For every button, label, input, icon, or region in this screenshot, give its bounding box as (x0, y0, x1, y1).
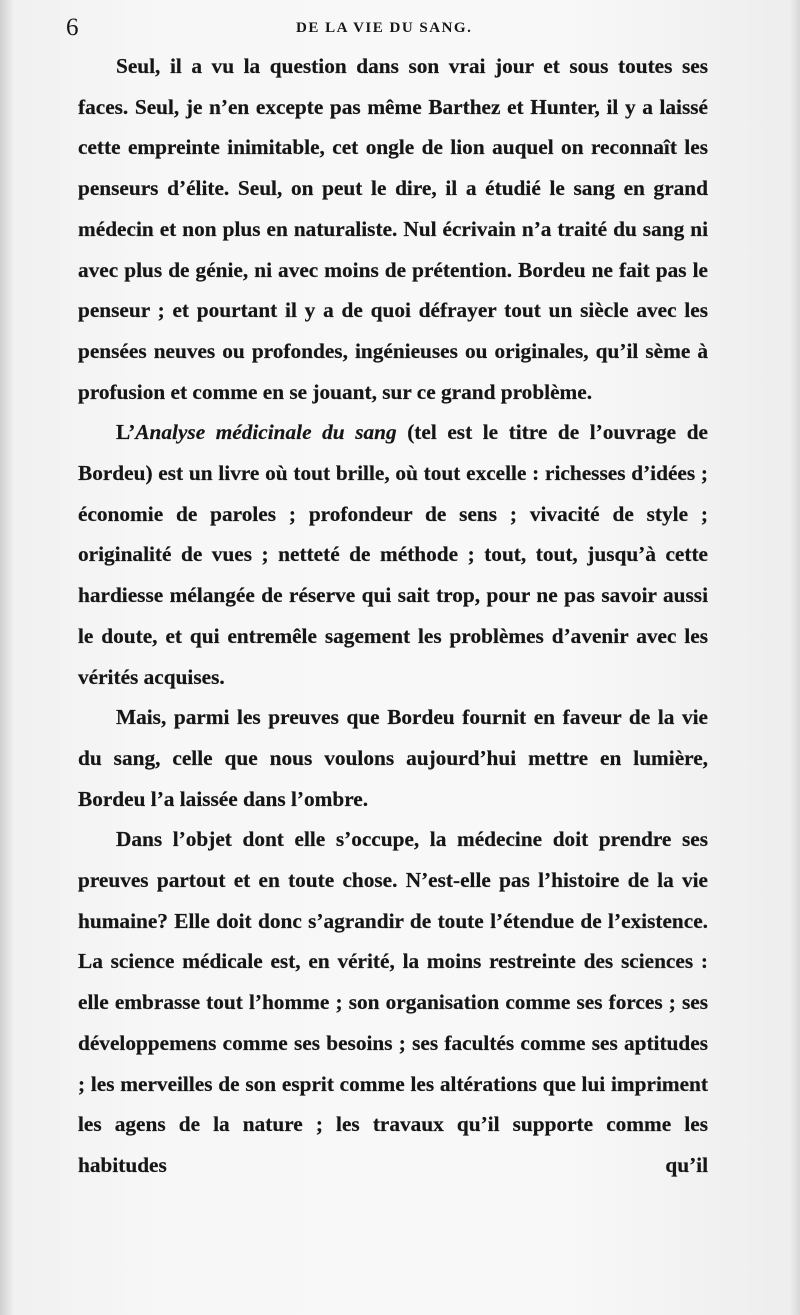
paragraph-2 (78, 412, 708, 697)
page-number: 6 (66, 14, 79, 41)
paragraph-4 (78, 819, 708, 1185)
paragraph-2-lead: L’ (116, 420, 136, 445)
book-title: Analyse médicinale du sang (135, 420, 397, 445)
page-header (66, 12, 716, 46)
paragraph-1-text: Seul, il a vu la question dans son vrai jour et sous toutes ses faces. Seul, je n’en excepte pas même Barthez et Hunter, il y a laissé cette empreinte inimitable, cet ongle de lion auquel on reconnaît les penseurs d’élite. Seul, on peut le dire, il a étudié le sang en grand médecin et non plus en naturaliste. Nul écrivain n’a traité du sang ni avec plus de génie, ni avec moins de prétention. Bordeu ne fait pas le penseur ; et pourtant il y a de quoi défrayer tout un siècle avec les pensées neuves ou profondes, ingénieuses ou originales, qu’il sème à profusion et comme en se jouant, sur ce grand problème. (78, 54, 708, 404)
running-head: DE LA VIE DU SANG. (296, 20, 473, 36)
paragraph-4-text: Dans l’objet dont elle s’occupe, la médecine doit prendre ses preuves partout et en toute chose. N’est-elle pas l’histoire de la vie humaine? Elle doit donc s’agrandir de toute l’étendue de l’existence. La science médicale est, en vérité, la moins restreinte des sciences : elle embrasse tout l’homme ; son organisation comme ses forces ; ses développemens comme ses besoins ; ses facultés comme ses aptitudes ; les merveilles de son esprit comme les altérations que lui impriment les agens de la nature ; les travaux qu’il supporte comme les habitudes qu’il (78, 827, 708, 1177)
paragraph-3 (78, 697, 708, 819)
paragraph-2-text: (tel est le titre de l’ouvrage de Bordeu) est un livre où tout brille, où tout excelle : richesses d’idées ; économie de paroles ; profondeur de sens ; vivacité de style ; originalité de vues ; netteté de méthode ; tout, tout, jusqu’à cette hardiesse mélangée de réserve qui sait trop, pour ne pas savoir aussi le doute, et qui entremêle sagement les problèmes d’avenir avec les vérités acquises. (78, 420, 708, 689)
body-text (78, 46, 708, 1186)
paragraph-1 (78, 46, 708, 412)
paragraph-3-text: Mais, parmi les preuves que Bordeu fournit en faveur de la vie du sang, celle que nous voulons aujourd’hui mettre en lumière, Bordeu l’a laissée dans l’ombre. (78, 705, 708, 811)
